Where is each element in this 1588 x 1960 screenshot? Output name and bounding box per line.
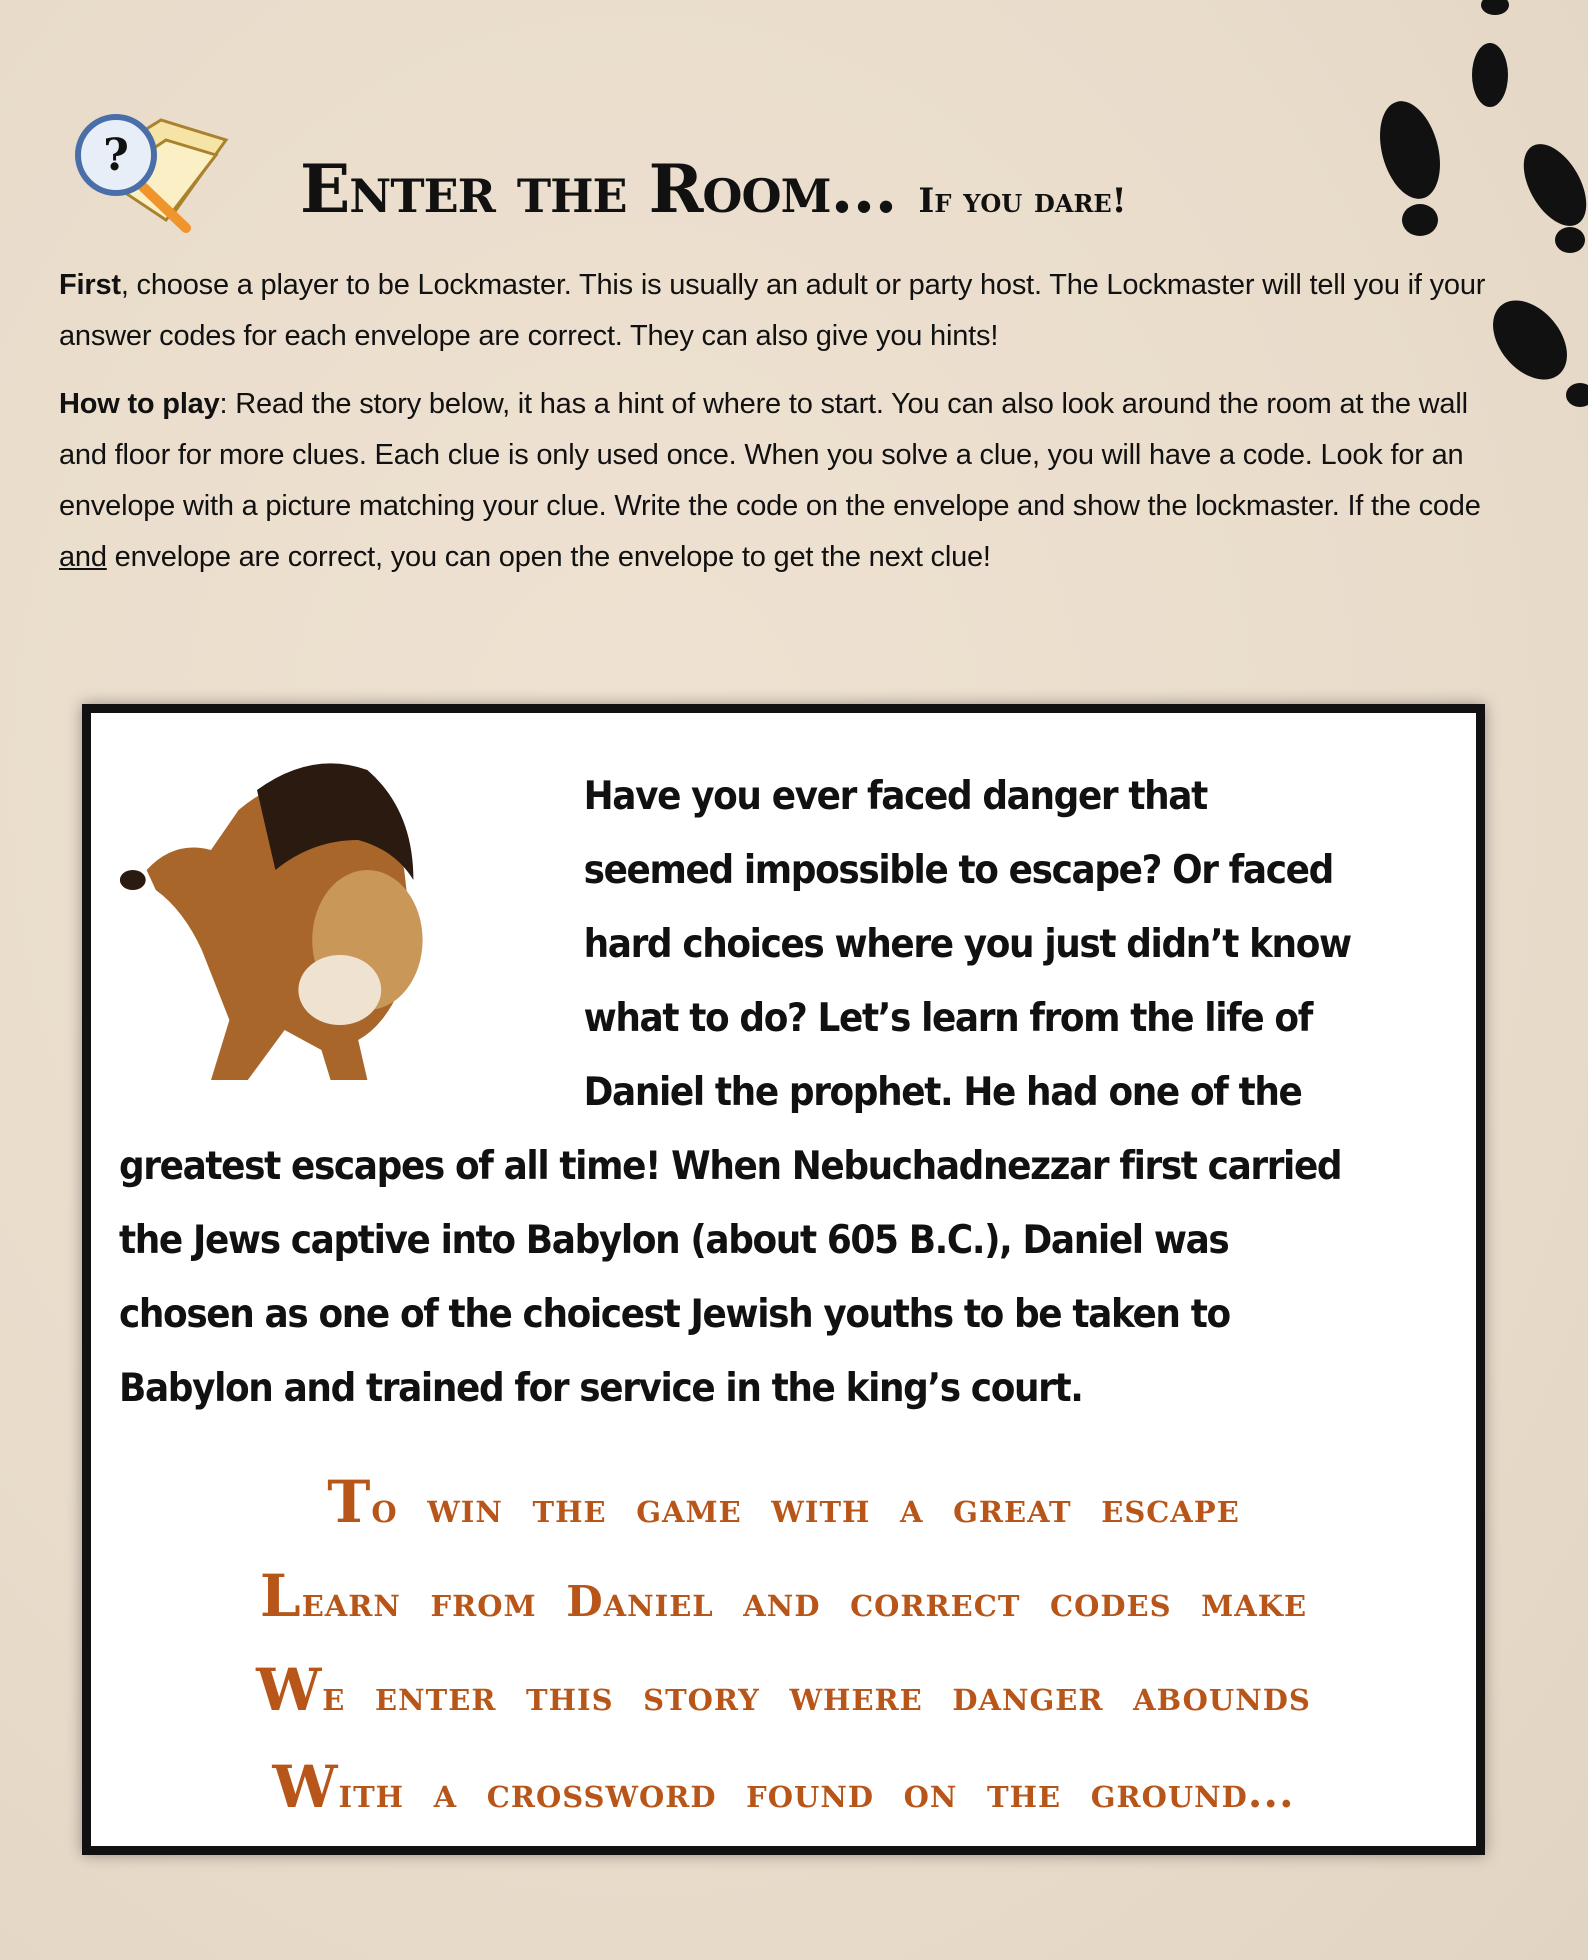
howto-underlined: and [59,541,107,573]
poem-line: To win the game with a great escape [327,1468,1240,1536]
poem-line: We enter this story where danger abounds [256,1656,1311,1724]
first-text: , choose a player to be Lockmaster. This is usually an adult or party host. The Lockmaster will tell you if your answer codes for each envelope are correct. They can also give you hints! [59,269,1486,352]
poem-line: With a crossword found on the ground... [272,1753,1295,1821]
story-box [82,704,1485,1855]
magnifier-book-icon [66,100,236,235]
howto-text: : Read the story below, it has a hint of where to start. You can also look around the room at the wall and floor for more clues. Each clue is only used once. When you solve a clue, you will have a code. Look for an envelope with a picture matching your clue. Write the code on the envelope and show the lockmaster. If the code [59,388,1481,522]
svg-text:?: ? [103,130,129,181]
title-subtitle: If you dare! [918,181,1127,221]
first-label: First [59,269,121,301]
howto-text-end: envelope are correct, you can open the envelope to get the next clue! [106,541,991,573]
intro-first-paragraph [59,260,1519,362]
page-title [300,150,1127,228]
poem-line: Learn from Daniel and correct codes make [259,1562,1308,1630]
howto-label: How to play [59,388,220,420]
intro-howto-paragraph [59,379,1519,583]
story-text: Have you ever faced danger that seemed impossible to escape? Or faced hard choices where you just didn’t know what to do? Let’s learn from the life of Daniel the prophet. He had one of the greatest escapes of all time! When Nebuchadnezzar first carried the Jews captive into Babylon (about 605 B.C.), Daniel was chosen as one of the choicest Jewish youths to be taken to Babylon and trained for service in the king’s court. [119,774,1351,1411]
story-text-block [119,760,1352,1426]
title-main: Enter the Room... [300,150,897,228]
lion-illustration [119,750,584,1110]
